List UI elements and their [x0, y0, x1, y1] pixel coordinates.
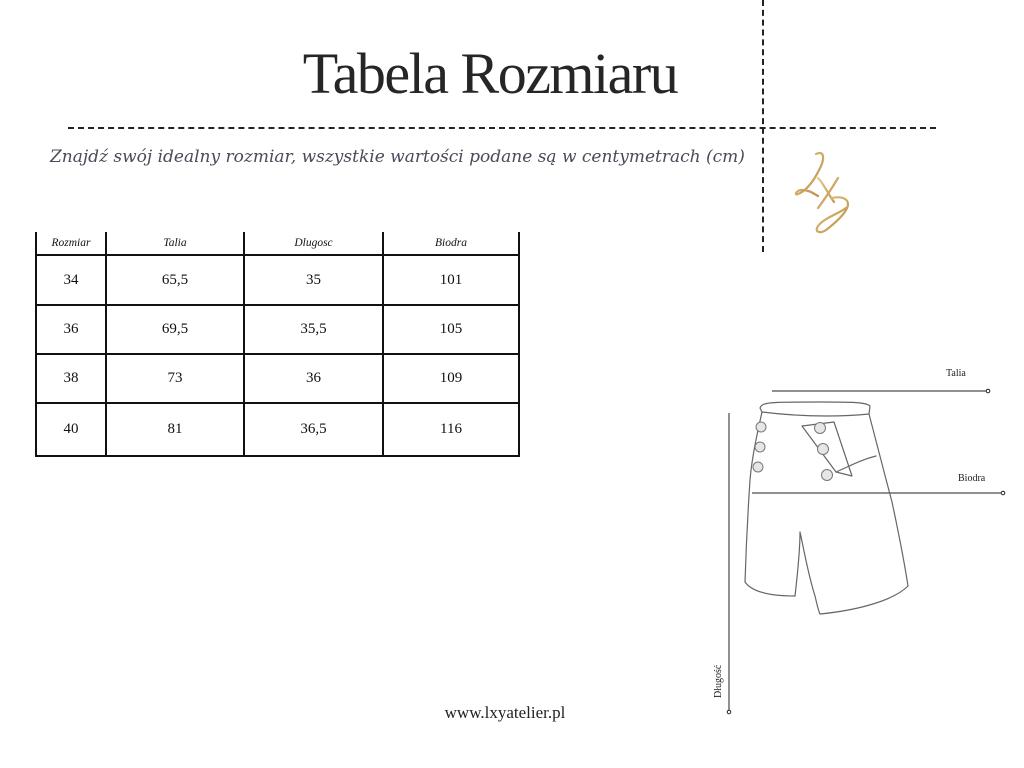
table-cell: 101: [383, 255, 519, 305]
column-header-waist: Talia: [106, 232, 244, 255]
button-icons: [753, 422, 833, 481]
table-cell: 36,5: [244, 403, 383, 456]
column-header-length: Dlugosc: [244, 232, 383, 255]
column-header-hip: Biodra: [383, 232, 519, 255]
table-header-row: [36, 232, 519, 255]
table-cell: 36: [244, 354, 383, 403]
table-row: [36, 354, 519, 403]
table-cell: 105: [383, 305, 519, 354]
table-row: [36, 403, 519, 456]
size-table: [35, 232, 520, 457]
lxy-monogram-logo: [788, 148, 858, 234]
table-row: [36, 255, 519, 305]
table-cell: 109: [383, 354, 519, 403]
waist-label: Talia: [946, 368, 966, 379]
measurement-diagram: [700, 360, 1020, 720]
table-cell: 81: [106, 403, 244, 456]
waist-measure-end: [986, 389, 990, 393]
subtitle: Znajdź swój idealny rozmiar, wszystkie wartości podane są w centymetrach (cm): [50, 147, 745, 167]
table-cell: 36: [36, 305, 106, 354]
page-title: Tabela Rozmiaru: [302, 41, 678, 106]
horizontal-dashed-divider: [68, 127, 936, 129]
table-row: [36, 305, 519, 354]
table-cell: 38: [36, 354, 106, 403]
table-cell: 69,5: [106, 305, 244, 354]
vertical-dashed-divider: [762, 0, 764, 252]
column-header-size: Rozmiar: [36, 232, 106, 255]
table-cell: 35: [244, 255, 383, 305]
table-cell: 34: [36, 255, 106, 305]
hip-measure-end: [1001, 491, 1005, 495]
website-link[interactable]: www.lxyatelier.pl: [444, 703, 566, 722]
table-cell: 35,5: [244, 305, 383, 354]
table-cell: 65,5: [106, 255, 244, 305]
table-cell: 40: [36, 403, 106, 456]
table-cell: 73: [106, 354, 244, 403]
hip-label: Biodra: [958, 473, 986, 484]
shorts-sketch: [745, 402, 908, 614]
table-cell: 116: [383, 403, 519, 456]
length-label: Długość: [713, 664, 724, 698]
